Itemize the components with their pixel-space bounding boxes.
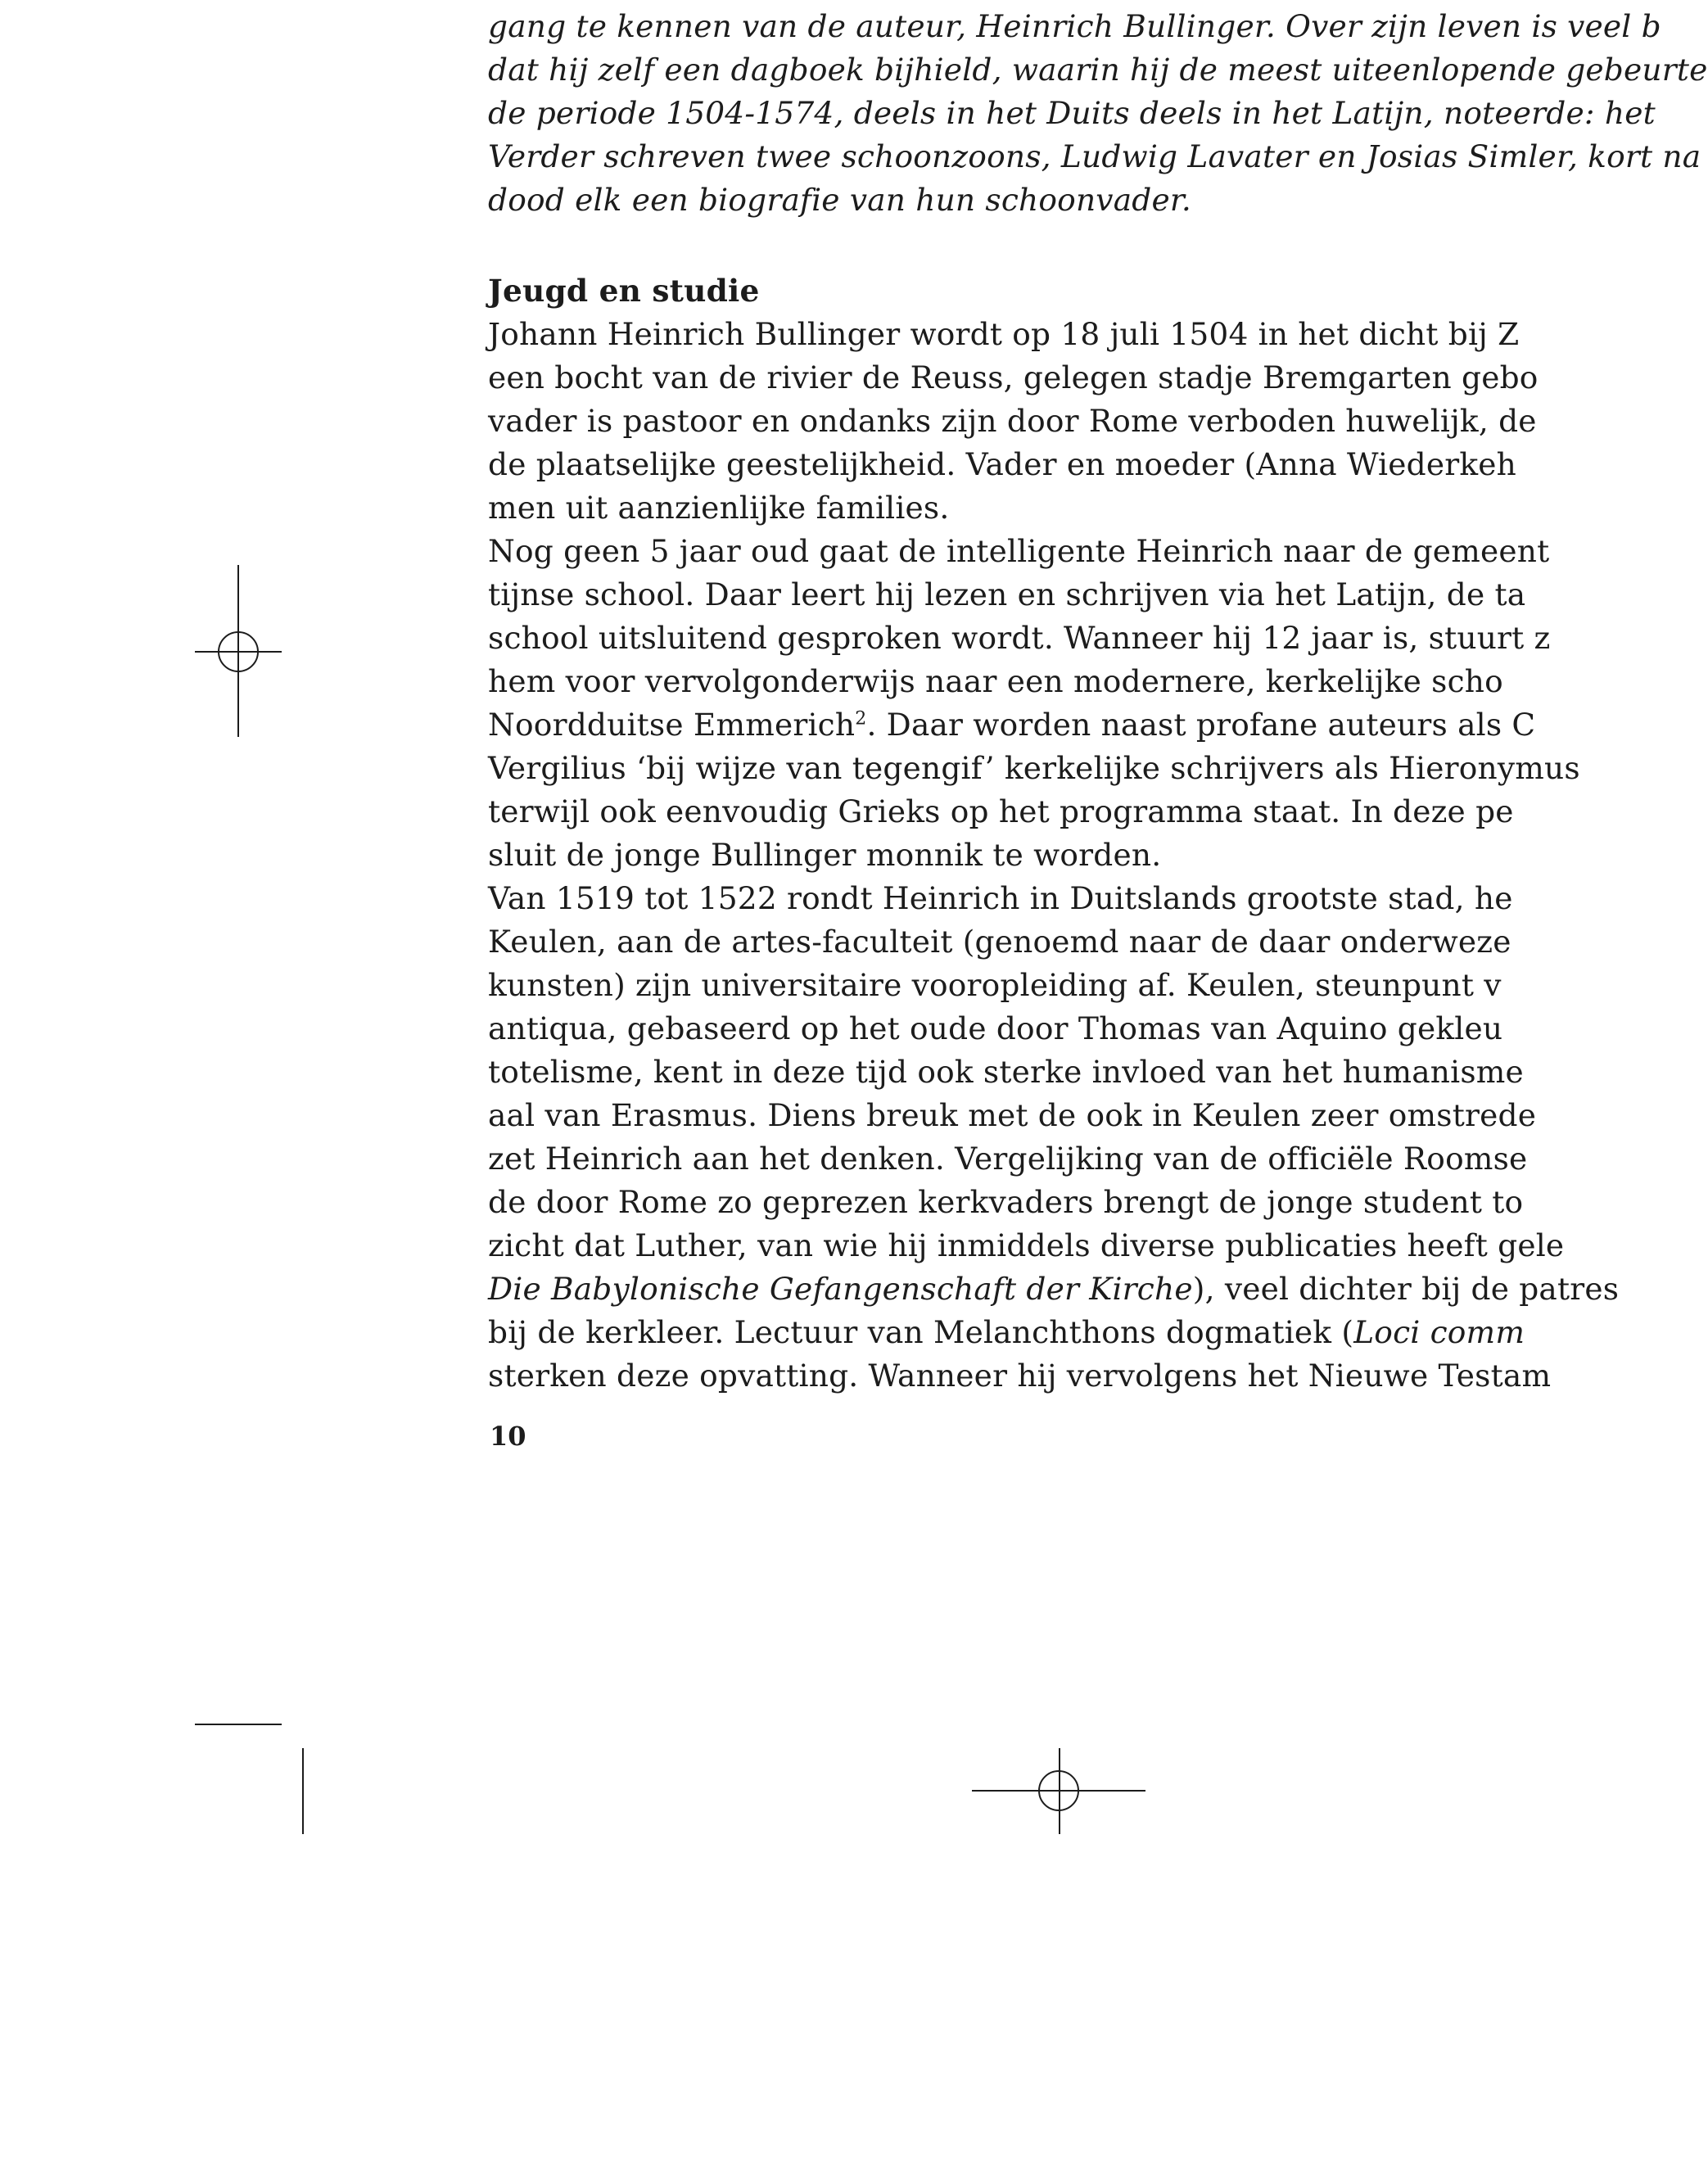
- book-title: Die Babylonische Gefangenschaft der Kirche: [488, 1271, 1193, 1307]
- intro-line: dood elk een biografie van hun schoonvader.: [488, 182, 1191, 218]
- crop-line: [195, 1724, 282, 1725]
- intro-line: Verder schreven twee schoonzoons, Ludwig Lavater en Josias Simler, kort na: [488, 138, 1701, 174]
- crop-line: [302, 1748, 304, 1834]
- book-title: Loci comm: [1353, 1314, 1525, 1350]
- paragraph-line: sterken deze opvatting. Wanneer hij vervolgens het Nieuwe Testam: [488, 1358, 1552, 1394]
- paragraph-line: [488, 707, 1535, 743]
- paragraph-line: [488, 1271, 1619, 1307]
- footnote-ref: 2: [855, 708, 867, 730]
- paragraph-line: [488, 1314, 1525, 1350]
- paragraph-line: Keulen, aan de artes-faculteit (genoemd naar de daar onderweze: [488, 924, 1511, 960]
- paragraph-line: Vergilius ‘bij wijze van tegengif’ kerkelijke schrijvers als Hieronymus: [488, 750, 1580, 786]
- paragraph-line: antiqua, gebaseerd op het oude door Thomas van Aquino gekleu: [488, 1010, 1503, 1046]
- section-heading: Jeugd en studie: [488, 273, 760, 309]
- paragraph-line: men uit aanzienlijke families.: [488, 490, 950, 526]
- paragraph-line: sluit de jonge Bullinger monnik te worden.: [488, 837, 1162, 873]
- line-text: ), veel dichter bij de patres: [1192, 1271, 1620, 1307]
- line-text: bij de kerkleer. Lectuur van Melanchthons dogmatiek (: [488, 1314, 1354, 1350]
- crosshair-circle: [218, 631, 259, 672]
- line-text: . Daar worden naast profane auteurs als C: [866, 707, 1536, 743]
- paragraph-line: de plaatselijke geestelijkheid. Vader en moeder (Anna Wiederkeh: [488, 446, 1517, 482]
- paragraph-line: Johann Heinrich Bullinger wordt op 18 juli 1504 in het dicht bij Z: [488, 316, 1520, 352]
- paragraph-line: totelisme, kent in deze tijd ook sterke invloed van het humanisme: [488, 1054, 1524, 1090]
- paragraph-line: kunsten) zijn universitaire vooropleiding af. Keulen, steunpunt v: [488, 967, 1502, 1003]
- paragraph-line: tijnse school. Daar leert hij lezen en schrijven via het Latijn, de ta: [488, 576, 1526, 612]
- paragraph-line: zicht dat Luther, van wie hij inmiddels diverse publicaties heeft gele: [488, 1227, 1565, 1263]
- paragraph-line: de door Rome zo geprezen kerkvaders brengt de jonge student to: [488, 1184, 1524, 1220]
- crosshair-circle: [1038, 1770, 1079, 1811]
- paragraph-line: hem voor vervolgonderwijs naar een modernere, kerkelijke scho: [488, 663, 1503, 699]
- paragraph-line: school uitsluitend gesproken wordt. Wanneer hij 12 jaar is, stuurt z: [488, 620, 1551, 656]
- line-text: Noordduitse Emmerich: [488, 707, 856, 743]
- paragraph-line: zet Heinrich aan het denken. Vergelijking van de officiële Roomse: [488, 1141, 1528, 1177]
- paragraph-line: Van 1519 tot 1522 rondt Heinrich in Duitslands grootste stad, he: [488, 880, 1513, 916]
- paragraph-line: een bocht van de rivier de Reuss, gelegen stadje Bremgarten gebo: [488, 359, 1539, 395]
- intro-line: dat hij zelf een dagboek bijhield, waarin hij de meest uiteenlopende gebeurte: [488, 52, 1708, 88]
- paragraph-line: Nog geen 5 jaar oud gaat de intelligente Heinrich naar de gemeent: [488, 533, 1550, 569]
- intro-line: de periode 1504-1574, deels in het Duits deels in het Latijn, noteerde: het: [488, 95, 1656, 131]
- page-number: 10: [490, 1421, 526, 1452]
- paragraph-line: terwijl ook eenvoudig Grieks op het programma staat. In deze pe: [488, 793, 1514, 829]
- paragraph-line: vader is pastoor en ondanks zijn door Rome verboden huwelijk, de: [488, 403, 1537, 439]
- intro-line: gang te kennen van de auteur, Heinrich Bullinger. Over zijn leven is veel b: [488, 8, 1661, 44]
- paragraph-line: aal van Erasmus. Diens breuk met de ook in Keulen zeer omstrede: [488, 1097, 1537, 1133]
